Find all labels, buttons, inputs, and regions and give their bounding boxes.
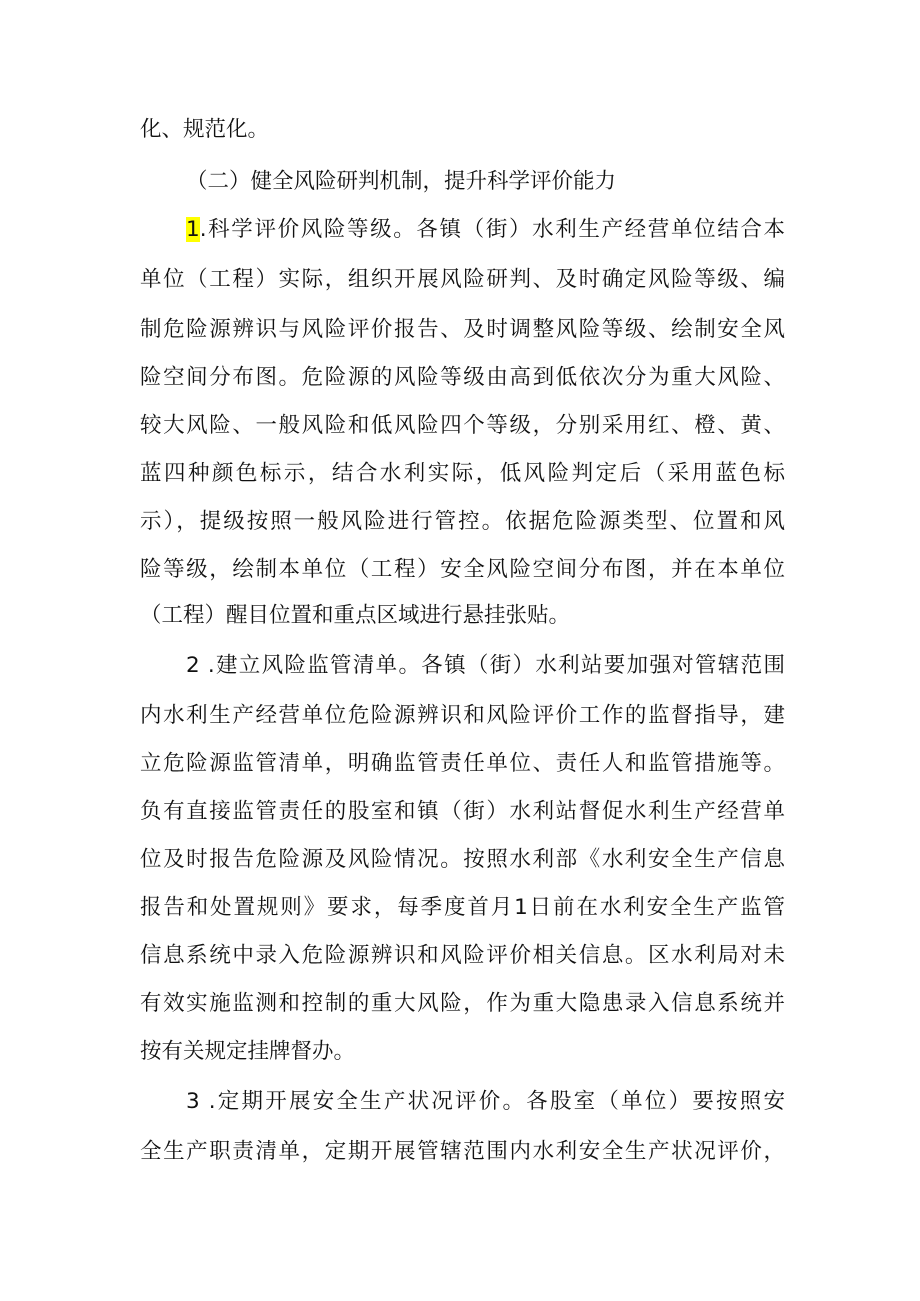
item2-line: 报告和处置规则》要求，每季度首月1日前在水利安全生产监管 — [140, 895, 785, 920]
item1-line — [186, 215, 785, 245]
item2-line: 立危险源监管清单，明确监管责任单位、责任人和监管措施等。 — [140, 751, 785, 776]
item2-line: 信息系统中录入危险源辨识和风险评价相关信息。区水利局对未 — [140, 943, 785, 968]
item2-line: 内水利生产经营单位危险源辨识和风险评价工作的监督指导，建 — [140, 703, 785, 728]
item1-line: 较大风险、一般风险和低风险四个等级，分别采用红、橙、黄、 — [140, 413, 785, 438]
item3-line: 3 .定期开展安全生产状况评价。各股室（单位）要按照安 — [186, 1089, 785, 1114]
item2-line: 2 .建立风险监管清单。各镇（街）水利站要加强对管辖范围 — [186, 653, 785, 678]
item1-line: 险空间分布图。危险源的风险等级由高到低依次分为重大风险、 — [140, 365, 785, 390]
item1-line: 示），提级按照一般风险进行管控。依据危险源类型、位置和风 — [140, 509, 785, 534]
opening-line: 化、规范化。 — [140, 117, 270, 142]
item2-line: 位及时报告危险源及风险情况。按照水利部《水利安全生产信息 — [140, 847, 785, 872]
highlighted-item-number: 1 — [186, 217, 200, 242]
item1-line: 蓝四种颜色标示，结合水利实际，低风险判定后（采用蓝色标 — [140, 461, 785, 486]
item1-line: 险等级，绘制本单位（工程）安全风险空间分布图，并在本单位 — [140, 557, 785, 582]
item2-line: 负有直接监管责任的股室和镇（街）水利站督促水利生产经营单 — [140, 799, 785, 824]
item2-line: 有效实施监测和控制的重大风险，作为重大隐患录入信息系统并 — [140, 991, 785, 1016]
item3-line: 全生产职责清单，定期开展管辖范围内水利安全生产状况评价， — [140, 1139, 785, 1164]
item1-line: 制危险源辨识与风险评价报告、及时调整风险等级、绘制安全风 — [140, 317, 785, 342]
section-heading: （二）健全风险研判机制，提升科学评价能力 — [186, 169, 617, 194]
item2-line: 按有关规定挂牌督办。 — [140, 1039, 356, 1064]
item1-line: （工程）醒目位置和重点区域进行悬挂张贴。 — [140, 603, 571, 628]
item1-line: 单位（工程）实际，组织开展风险研判、及时确定风险等级、编 — [140, 267, 785, 292]
item1-line-text: .科学评价风险等级。各镇（街）水利生产经营单位结合本 — [199, 217, 785, 242]
